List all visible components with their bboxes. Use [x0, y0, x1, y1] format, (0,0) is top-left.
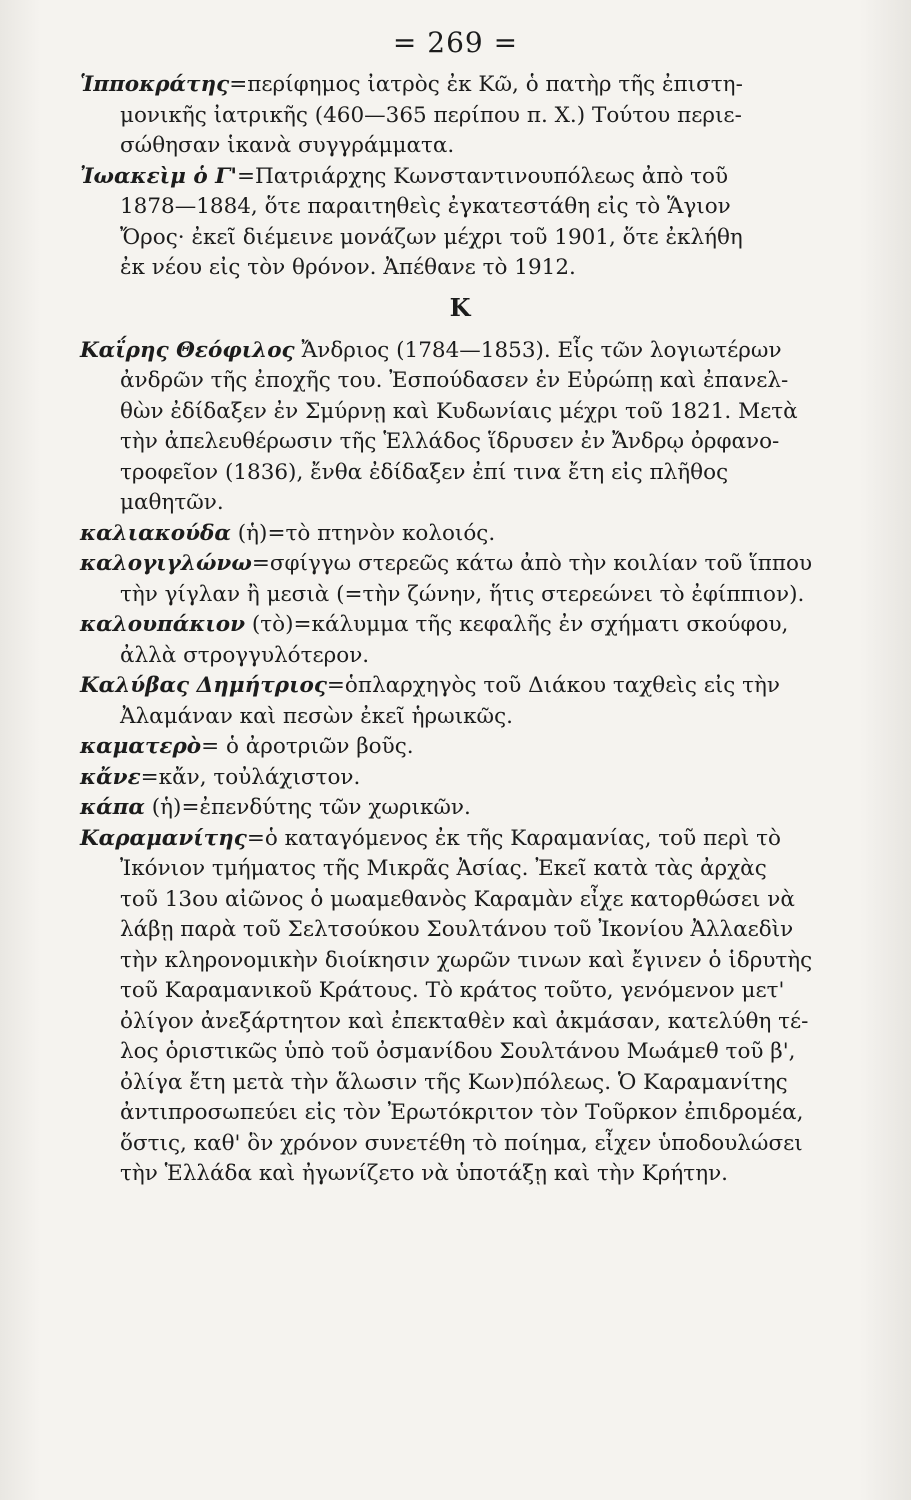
- entry-headword: καλογιγλώνω: [80, 551, 252, 576]
- entry-first-line: [80, 519, 840, 550]
- entry-continuation-line: [80, 641, 840, 672]
- entry-text: Ἄνδριος (1784—1853). Εἷς τῶν λογιωτέρων: [294, 337, 782, 363]
- entry-first-line: [80, 549, 840, 580]
- entry-continuation-line: [80, 1037, 840, 1068]
- entry-text: =κἄν, τοὐλάχιστον.: [140, 764, 361, 790]
- entry-first-line: [80, 793, 840, 824]
- entry-headword: καλιακούδα: [80, 520, 231, 546]
- entry-text: ἐκ νέου εἰς τὸν θρόνον. Ἀπέθανε τὸ 1912.: [120, 255, 576, 280]
- entry-text: τὴν κληρονομικὴν διοίκησιν χωρῶν τινων καὶ ἔγινεν ὁ ἱδρυτὴς: [120, 947, 813, 973]
- entry-continuation-line: [80, 885, 840, 916]
- entry-text: τοῦ 13ου αἰῶνος ὁ μωαμεθανὸς Καραμὰν εἶχε κατορθώσει νὰ: [120, 886, 795, 912]
- entry-text: 1878—1884, ὅτε παραιτηθεὶς ἐγκατεστάθη εἰς τὸ Ἅγιον: [120, 194, 731, 219]
- entry-continuation-line: [80, 1007, 840, 1038]
- entry-continuation-line: [80, 131, 840, 162]
- dictionary-entry: [80, 336, 840, 519]
- entry-text: (ἡ)=ἐπενδύτης τῶν χωρικῶν.: [144, 795, 471, 820]
- entry-continuation-line: [80, 1068, 840, 1099]
- entry-continuation-line: [80, 702, 840, 733]
- entry-text: =ὁπλαρχηγὸς τοῦ Διάκου ταχθεὶς εἰς τὴν: [326, 673, 780, 698]
- entry-headword: καματερὸ: [80, 734, 202, 759]
- entry-continuation-line: [80, 915, 840, 946]
- entry-first-line: [80, 162, 840, 193]
- entries-top: [80, 70, 840, 284]
- dictionary-entry: [80, 519, 840, 550]
- dictionary-entry: [80, 793, 840, 824]
- entry-headword: Ἱπποκράτης: [80, 72, 230, 97]
- entry-text: ἀλλὰ στρογγυλότερον.: [120, 642, 370, 668]
- entry-text: Ἀλαμάναν καὶ πεσὼν ἐκεῖ ἡρωικῶς.: [120, 703, 513, 729]
- entry-text: λος ὁριστικῶς ὑπὸ τοῦ ὀσμανίδου Σουλτάνου Μωάμεθ τοῦ β',: [120, 1039, 796, 1064]
- dictionary-entry: [80, 732, 840, 763]
- entry-continuation-line: [80, 397, 840, 428]
- entry-continuation-line: [80, 1129, 840, 1160]
- entry-headword: κἄνε: [80, 764, 141, 790]
- entry-text: =Πατριάρχης Κωνσταντινουπόλεως ἀπὸ τοῦ: [237, 163, 729, 189]
- entry-text: μονικῆς ἰατρικῆς (460—365 περίπου π. Χ.) Τούτου περιε-: [120, 102, 742, 128]
- entry-continuation-line: [80, 458, 840, 489]
- dictionary-entry: [80, 610, 840, 671]
- entry-continuation-line: [80, 223, 840, 254]
- entry-continuation-line: [80, 580, 840, 611]
- entry-first-line: [80, 824, 840, 855]
- entry-text: ἀντιπροσωπεύει εἰς τὸν Ἐρωτόκριτον τὸν Τοῦρκον ἐπιδρομέα,: [120, 1100, 804, 1125]
- entry-first-line: [80, 763, 840, 794]
- entry-text: Ὄρος· ἐκεῖ διέμεινε μονάζων μέχρι τοῦ 1901, ὅτε ἐκλήθη: [120, 224, 743, 250]
- entry-text: =περίφημος ἰατρὸς ἐκ Κῶ, ὁ πατὴρ τῆς ἐπιστη-: [229, 72, 743, 97]
- entry-text: ὀλίγον ἀνεξάρτητον καὶ ἐπεκταθὲν καὶ ἀκμάσαν, κατελύθη τέ-: [120, 1008, 809, 1034]
- entry-headword: Ἰωακεὶμ ὁ Γ': [80, 163, 238, 189]
- entry-text: θὼν ἐδίδαξεν ἐν Σμύρνῃ καὶ Κυδωνίαις μέχρι τοῦ 1821. Μετὰ: [120, 398, 798, 424]
- entry-headword: Καλύβας Δημήτριος: [80, 673, 327, 698]
- dictionary-entry: [80, 70, 840, 162]
- entry-first-line: [80, 732, 840, 763]
- entry-text: τὴν γίγλαν ἢ μεσιὰ (=τὴν ζώνην, ἥτις στερεώνει τὸ ἐφίππιον).: [120, 581, 805, 607]
- dictionary-entry: [80, 763, 840, 794]
- entry-continuation-line: [80, 192, 840, 223]
- entry-continuation-line: [80, 488, 840, 519]
- entry-text: Ἰκόνιον τμήματος τῆς Μικρᾶς Ἀσίας. Ἐκεῖ κατὰ τὰς ἀρχὰς: [120, 856, 767, 881]
- entry-text: ἀνδρῶν τῆς ἐποχῆς του. Ἐσπούδασεν ἐν Εὐρώπῃ καὶ ἐπανελ-: [120, 368, 789, 393]
- entry-continuation-line: [80, 366, 840, 397]
- entry-text: (τὸ)=κάλυμμα τῆς κεφαλῆς ἐν σχήματι σκούφου,: [245, 612, 789, 637]
- dictionary-entry: [80, 824, 840, 1190]
- dictionary-entry: [80, 549, 840, 610]
- entry-headword: καλουπάκιον: [80, 612, 246, 637]
- entry-headword: Καραμανίτης: [80, 825, 247, 851]
- section-letter: Κ: [449, 292, 471, 322]
- dictionary-entry: [80, 162, 840, 284]
- entry-first-line: [80, 671, 840, 702]
- entry-headword: Καΐρης Θεόφιλος: [80, 337, 295, 363]
- entry-text: =ὁ καταγόμενος ἐκ τῆς Καραμανίας, τοῦ περὶ τὸ: [246, 825, 782, 851]
- entry-continuation-line: [80, 253, 840, 284]
- entry-text: σώθησαν ἱκανὰ συγγράμματα.: [120, 133, 455, 158]
- entry-continuation-line: [80, 976, 840, 1007]
- entries-k: [80, 336, 840, 1190]
- entry-continuation-line: [80, 101, 840, 132]
- entry-first-line: [80, 336, 840, 367]
- entry-continuation-line: [80, 1159, 840, 1190]
- entry-text: ὀλίγα ἔτη μετὰ τὴν ἅλωσιν τῆς Κων)πόλεως. Ὁ Καραμανίτης: [120, 1069, 788, 1095]
- dictionary-text: [80, 70, 840, 1190]
- entry-text: λάβῃ παρὰ τοῦ Σελτσούκου Σουλτάνου τοῦ Ἰκονίου Ἀλλαεδὶν: [120, 917, 794, 942]
- entry-text: = ὁ ἀροτριῶν βοῦς.: [201, 734, 414, 759]
- entry-first-line: [80, 70, 840, 101]
- entry-continuation-line: [80, 427, 840, 458]
- entry-text: μαθητῶν.: [120, 490, 224, 515]
- entry-text: τὴν Ἑλλάδα καὶ ἠγωνίζετο νὰ ὑποτάξῃ καὶ τὴν Κρήτην.: [120, 1161, 728, 1186]
- entry-continuation-line: [80, 854, 840, 885]
- dictionary-entry: [80, 671, 840, 732]
- entry-first-line: [80, 610, 840, 641]
- entry-text: =σφίγγω στερεῶς κάτω ἀπὸ τὴν κοιλίαν τοῦ ἵππου: [251, 551, 813, 576]
- entry-headword: κάπα: [80, 795, 145, 820]
- entry-continuation-line: [80, 1098, 840, 1129]
- entry-text: ὅστις, καθ' ὃν χρόνον συνετέθη τὸ ποίημα, εἶχεν ὑποδουλώσει: [120, 1130, 803, 1156]
- entry-text: τροφεῖον (1836), ἔνθα ἐδίδαξεν ἐπί τινα ἔτη εἰς πλῆθος: [120, 459, 729, 485]
- page-number: = 269 =: [392, 26, 519, 59]
- entry-text: τοῦ Καραμανικοῦ Κράτους. Τὸ κράτος τοῦτο, γενόμενον μετ': [120, 978, 785, 1003]
- entry-text: τὴν ἀπελευθέρωσιν τῆς Ἑλλάδος ἵδρυσεν ἐν Ἄνδρῳ ὀρφανο-: [120, 429, 780, 454]
- entry-continuation-line: [80, 946, 840, 977]
- entry-text: (ἡ)=τὸ πτηνὸν κολοιός.: [230, 520, 496, 546]
